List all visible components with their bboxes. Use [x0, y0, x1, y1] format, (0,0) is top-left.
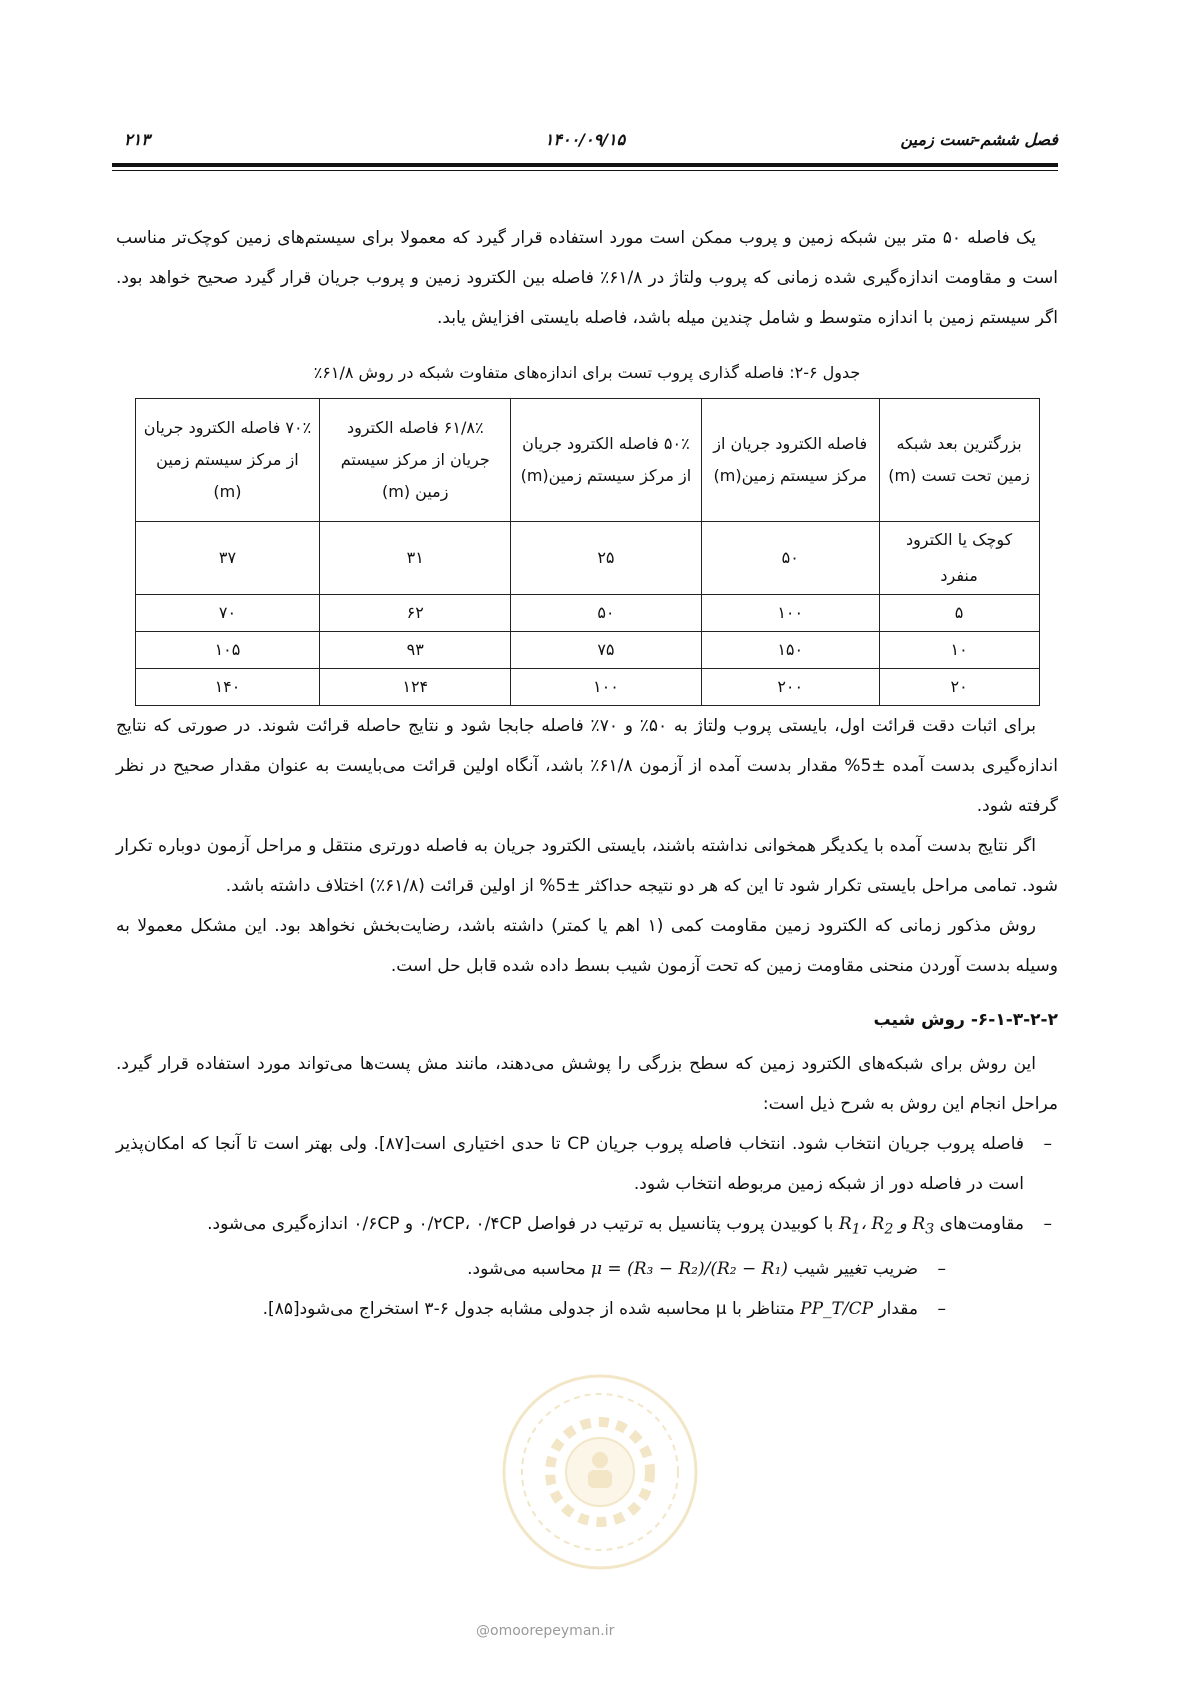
resistance-symbols: $R_1،$ $R_2$ و $R_3$	[838, 1214, 935, 1238]
table-cell: ۱۴۰	[135, 669, 320, 706]
list-item	[116, 1124, 1058, 1204]
table-cell: ۷۵	[511, 632, 702, 669]
table-row	[135, 632, 1039, 669]
table-header-cell: فاصله الکترود جریان از مرکز سیستم زمین(m)	[701, 399, 879, 522]
table-cell: ۵۰	[511, 595, 702, 632]
table-caption: جدول ۶-۲: فاصله گذاری پروب تست برای اندازه‌های متفاوت شبکه در روش ۶۱/۸٪	[313, 363, 861, 382]
table-cell: ۵	[879, 595, 1039, 632]
table-cell: ۵۰	[701, 522, 879, 595]
table-row	[135, 522, 1039, 595]
probe-spacing-table	[135, 398, 1040, 706]
table-row	[135, 595, 1039, 632]
list-item	[116, 1204, 1058, 1249]
list-item-text: متناظر با μ محاسبه شده از جدولی مشابه جدول ۶-۳ استخراج می‌شود[۸۵].	[262, 1299, 795, 1320]
table-cell: ۷۰	[135, 595, 320, 632]
page-header	[112, 128, 1058, 154]
table-cell: ۲۵	[511, 522, 702, 595]
list-item	[116, 1289, 1058, 1329]
table-header-cell: ۷۰٪ فاصله الکترود جریان از مرکز سیستم زمین (m)	[135, 399, 320, 522]
watermark-text: @omoorepeyman.ir	[476, 1623, 615, 1639]
table-cell: ۱۰	[879, 632, 1039, 669]
list-item-text: مقاومت‌های	[939, 1214, 1024, 1234]
paragraph-accuracy: برای اثبات دقت قرائت اول، بایستی پروب ولتاژ به ۵۰٪ و ۷۰٪ فاصله جابجا شود و نتایج حاصله قرائت شوند. در صورتی که نتایج اندازه‌گیری بدست آمده ±5% مقدار بدست آمده از آزمون ۶۱/۸٪ باشد، آنگاه اولین قرائت می‌بایست به عنوان مقدار صحیح در نظر گرفته شود.	[116, 716, 1058, 816]
table-header-cell: ۵۰٪ فاصله الکترود جریان از مرکز سیستم زمین(m)	[511, 399, 702, 522]
steps-list	[116, 1124, 1058, 1329]
table-row	[135, 669, 1039, 706]
paragraph-mismatch: اگر نتایج بدست آمده با یکدیگر همخوانی نداشته باشند، بایستی الکترود جریان به فاصله دورتری منتقل و مراحل آزمون دوباره تکرار شود. تمامی مراحل بایستی تکرار شود تا این که هر دو نتیجه حداکثر ±5% از اولین قرائت (۶۱/۸٪) اختلاف داشته باشد.	[116, 836, 1058, 896]
chapter-title: فصل ششم-تست زمین	[900, 130, 1058, 149]
list-item-text: ضریب تغییر شیب	[793, 1259, 918, 1280]
paragraph-intro: یک فاصله ۵۰ متر بین شبکه زمین و پروب ممکن است مورد استفاده قرار گیرد که معمولا برای سیستم‌های زمین کوچک‌تر مناسب است و مقاومت اندازه‌گیری شده زمانی که پروب ولتاژ در ۶۱/۸٪ فاصله بین الکترود زمین و پروب جریان قرار گیرد صحیح خواهد بود. اگر سیستم زمین با اندازه متوسط و شامل چندین میله باشد، فاصله بایستی افزایش یابد.	[116, 228, 1059, 328]
list-item-text: فاصله پروب جریان انتخاب شود. انتخاب فاصله پروب جریان CP تا حدی اختیاری است[۸۷]. ولی بهتر است تا آنجا که امکان‌پذیر است در فاصله دور از شبکه زمین مربوطه انتخاب شود.	[116, 1134, 1024, 1194]
table-cell: ۳۷	[135, 522, 320, 595]
page-number: ۲۱۳	[124, 130, 150, 149]
header-date: ۱۴۰۰/۰۹/۱۵	[544, 130, 626, 149]
table-cell: ۱۲۴	[320, 669, 511, 706]
table-cell: ۱۵۰	[701, 632, 879, 669]
list-item	[116, 1249, 1058, 1289]
table-cell: ۲۰	[879, 669, 1039, 706]
list-item-text: محاسبه می‌شود.	[467, 1259, 586, 1280]
table-cell: ۹۳	[320, 632, 511, 669]
table-cell: ۱۰۰	[511, 669, 702, 706]
list-item-text: با کوبیدن پروب پتانسیل به ترتیب در فواصل ۰/۲CP، ۰/۴CP و ۰/۶CP اندازه‌گیری می‌شود.	[207, 1214, 834, 1234]
table-cell: کوچک یا الکترود منفرد	[879, 522, 1039, 595]
paragraph-limitation: روش مذکور زمانی که الکترود زمین مقاومت کمی (۱ اهم یا کمتر) داشته باشد، رضایت‌بخش نخواهد بود. این مشکل معمولا به وسیله بدست آوردن منحنی مقاومت زمین که تحت آزمون شیب بسط داده شده قابل حل است.	[116, 916, 1058, 976]
page-body	[116, 218, 1058, 1329]
table-header-cell: بزرگترین بعد شبکه زمین تحت تست (m)	[879, 399, 1039, 522]
paragraph-slope-method: این روش برای شبکه‌های الکترود زمین که سطح بزرگی را پوشش می‌دهند، مانند مش پست‌ها می‌تواند مورد استفاده قرار گیرد. مراحل انجام این روش به شرح ذیل است:	[116, 1054, 1058, 1114]
table-cell: ۱۰۰	[701, 595, 879, 632]
table-header-cell: ۶۱/۸٪ فاصله الکترود جریان از مرکز سیستم زمین (m)	[320, 399, 511, 522]
table-header-row	[135, 399, 1039, 522]
table-cell: ۲۰۰	[701, 669, 879, 706]
section-heading: ۶-۱-۳-۲-۲- روش شیب	[873, 1010, 1058, 1030]
table-cell: ۳۱	[320, 522, 511, 595]
list-item-text: مقدار	[878, 1299, 918, 1320]
table-cell: ۶۲	[320, 595, 511, 632]
slope-formula: μ = (R₃ − R₂)/(R₂ − R₁)	[590, 1259, 788, 1280]
ratio-formula: PP_T/CP	[800, 1299, 874, 1320]
header-rule-thin	[112, 170, 1058, 171]
table-cell: ۱۰۵	[135, 632, 320, 669]
header-rule-thick	[112, 163, 1058, 167]
watermark-logo-icon	[500, 1372, 700, 1572]
